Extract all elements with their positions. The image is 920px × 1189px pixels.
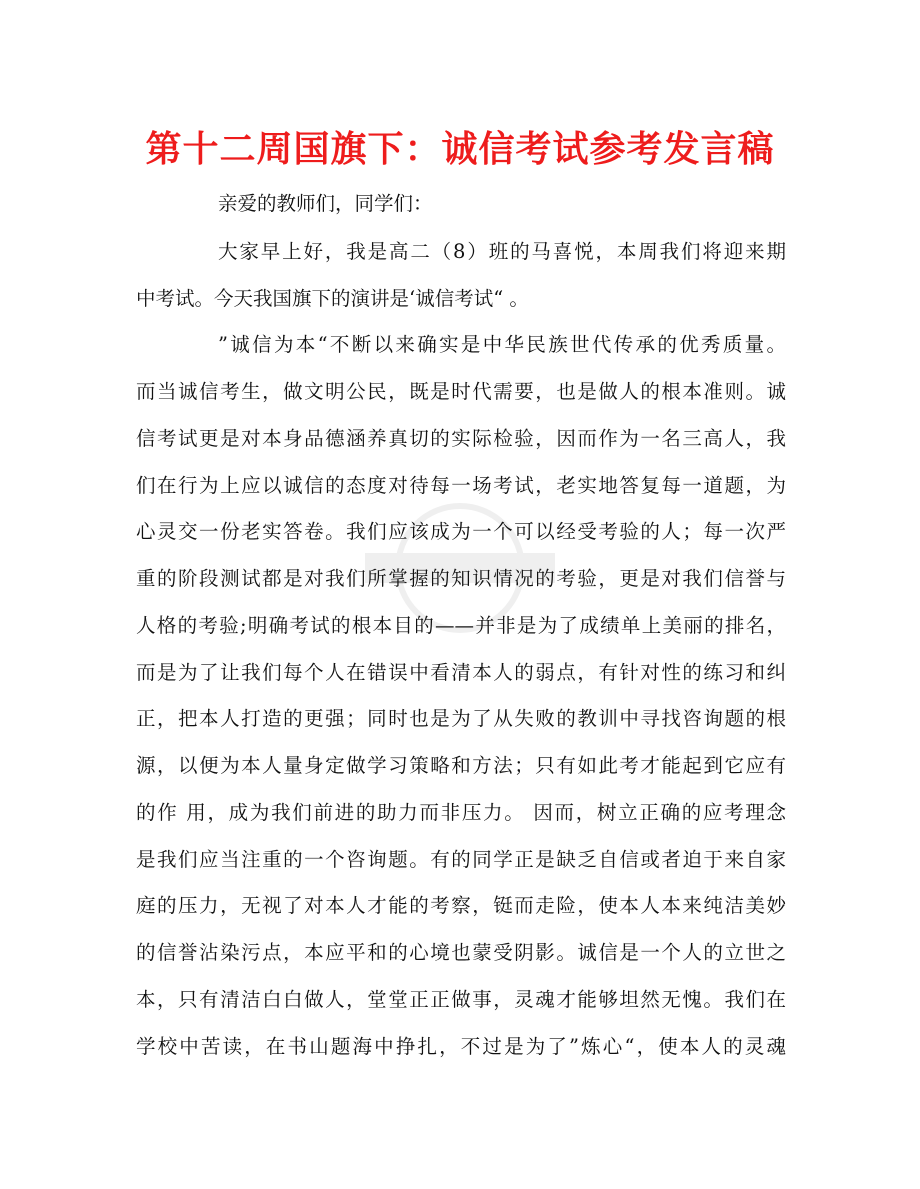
paragraph-line: 大家早上好，我是高二（8）班的马喜悦，本周我们将迎来期 <box>218 240 786 263</box>
paragraph-line: 心灵交一份老实答卷。我们应该成为一个可以经受考验的人；每一次严 <box>136 520 786 543</box>
paragraph-line: 重的阶段测试都是对我们所掌握的知识情况的考验，更是对我们信誉与 <box>136 567 786 590</box>
paragraph-line: 的信誉沾染污点，本应平和的心境也蒙受阴影。诚信是一个人的立世之 <box>136 941 786 964</box>
paragraph-line: 们在行为上应以诚信的态度对待每一场考试，老实地答复每一道题，为 <box>136 474 786 497</box>
paragraph-line: 的作 用，成为我们前进的助力而非压力。 因而，树立正确的应考理念 <box>136 801 786 824</box>
paragraph-line: 正，把本人打造的更强；同时也是为了从失败的教训中寻找咨询题的根 <box>136 707 786 730</box>
paragraph-line: 是我们应当注重的一个咨询题。有的同学正是缺乏自信或者迫于来自家 <box>136 848 786 871</box>
paragraph-line: 而当诚信考生，做文明公民，既是时代需要，也是做人的根本准则。诚 <box>136 380 786 403</box>
paragraph-line: 源，以便为本人量身定做学习策略和方法；只有如此考才能起到它应有 <box>136 754 786 777</box>
paragraph-line: 庭的压力，无视了对本人才能的考察，铤而走险，使本人本来纯洁美妙 <box>136 894 786 917</box>
document-title: 第十二周国旗下：诚信考试参考发言稿 <box>145 129 775 170</box>
paragraph-line: 中考试。今天我国旗下的演讲是‘诚信考试“ 。 <box>136 287 529 310</box>
paragraph-line: 本，只有清洁白白做人，堂堂正正做事，灵魂才能够坦然无愧。我们在 <box>136 988 786 1011</box>
paragraph-line: 而是为了让我们每个人在错误中看清本人的弱点，有针对性的练习和纠 <box>136 661 786 684</box>
paragraph-line: 学校中苦读，在书山题海中挣扎，不过是为了”炼心“，使本人的灵魂 <box>136 1035 786 1058</box>
paragraph-line: 人格的考验;明确考试的根本目的——并非是为了成绩单上美丽的排名， <box>136 614 786 637</box>
salutation-line: 亲爱的教师们，同学们： <box>218 192 433 215</box>
paragraph-line: ”诚信为本“不断以来确实是中华民族世代传承的优秀质量。 <box>218 333 786 356</box>
paragraph-line: 信考试更是对本身品德涵养真切的实际检验，因而作为一名三高人，我 <box>136 427 786 450</box>
